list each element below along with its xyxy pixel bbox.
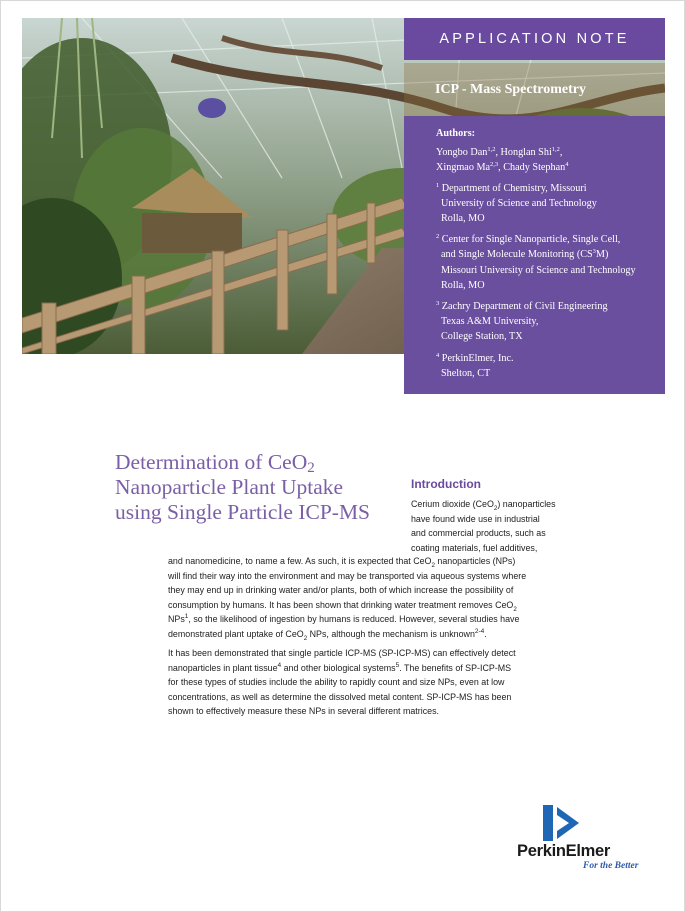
document-title: Determination of CeO$_2$ Nanoparticle Plant Uptake using Single Particle ICP-MS (115, 450, 371, 524)
intro-paragraph-1: and nanomedicine, to name a few. As such, it is expected that CeO$_2$ nanoparticles (NPs) will find their way into the environment and may be transported via aqueous systems where they may end up in drinking water and/or plants, both of which increase the possibility of consumption by humans. It has been shown that drinking water treatment removes CeO$_2$ NPs$^1$, so the likelihood of ingestion by humans is reduced. However, several studies have demonstrated plant uptake of CeO$_2$ NPs, although the mechanism is unknown$^{2-4}$. (168, 556, 527, 642)
introduction-heading: Introduction (411, 477, 481, 491)
technique-band: ICP - Mass Spectrometry (404, 63, 665, 116)
intro-paragraph-2: It has been demonstrated that single particle ICP-MS (SP-ICP-MS) can effectively detect nanoparticles in plant tissue$^4$ and other biological systems$^5$. The benefits of SP-ICP-MS for these types of studies include the ability to rapidly count and size NPs, even at low concentrations, as well as determine the dissolved metal content. SP-ICP-MS has been shown to effectively measure these NPs in several different matrices. (168, 648, 516, 717)
logo-tagline: For the Better (583, 861, 639, 871)
affiliation-3: $^3$ Zachry Department of Civil Engineering Texas A&M University, College Station, TX (436, 300, 608, 343)
perkinelmer-logo-icon (537, 803, 587, 843)
authors-panel (404, 116, 665, 394)
authors-heading: Authors: (436, 128, 476, 139)
perkinelmer-wordmark: PerkinElmer (517, 842, 611, 860)
intro-column-text: Cerium dioxide (CeO$_2$) nanoparticles have found wide use in industrial and commercial products, such as coating materials, fuel additives, (411, 499, 556, 553)
author-names: Yongbo Dan$^{1,2}$, Honglan Shi$^{1,2}$, Xingmao Ma$^{2,3}$, Chady Stephan$^4$ (436, 146, 569, 174)
affiliation-2: $^2$ Center for Single Nanoparticle, Single Cell, and Single Molecule Monitoring $(CS^3M)$ Missouri University of Science and Technology Rolla, MO (436, 233, 636, 291)
affiliation-1: $^1$ Department of Chemistry, Missouri University of Science and Technology Rolla, MO (436, 181, 597, 225)
affiliation-4: $^4$ PerkinElmer, Inc. Shelton, CT (436, 351, 514, 379)
application-note-band: APPLICATION NOTE (404, 18, 665, 60)
